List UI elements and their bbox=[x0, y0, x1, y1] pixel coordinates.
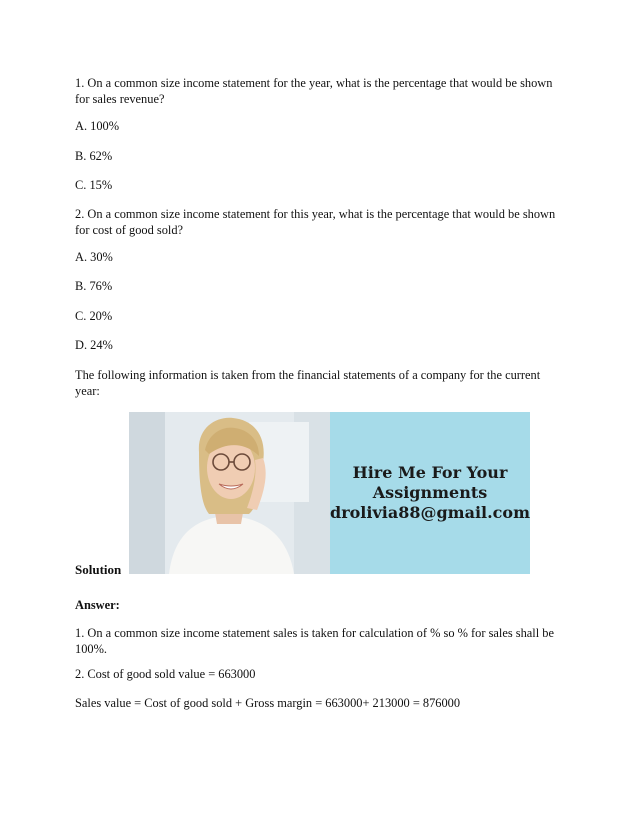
answer-3: Sales value = Cost of good sold + Gross margin = 663000+ 213000 = 876000 bbox=[75, 696, 461, 710]
question-1-option-a: A. 100% bbox=[75, 119, 120, 133]
solution-label: Solution bbox=[75, 562, 122, 577]
woman-photo bbox=[129, 412, 330, 574]
ad-line-1: Hire Me For Your bbox=[352, 463, 508, 482]
question-1-option-c: C. 15% bbox=[75, 178, 113, 192]
answer-1: 1. On a common size income statement sales is taken for calculation of % so % for sales shall be 100%. bbox=[75, 626, 554, 656]
woman-photo-illustration bbox=[129, 412, 330, 574]
answer-label: Answer: bbox=[75, 598, 120, 612]
question-2-option-c: C. 20% bbox=[75, 309, 113, 323]
ad-line-2: Assignments bbox=[372, 483, 488, 502]
question-1-text: 1. On a common size income statement for the year, what is the percentage that would be shown for sales revenue? bbox=[75, 76, 553, 106]
answer-2: 2. Cost of good sold value = 663000 bbox=[75, 667, 256, 681]
ad-email[interactable]: drolivia88@gmail.com bbox=[330, 503, 530, 522]
info-text: The following information is taken from the financial statements of a company for the current year: bbox=[75, 368, 541, 398]
question-2-text: 2. On a common size income statement for this year, what is the percentage that would be shown for cost of good sold? bbox=[75, 207, 556, 237]
question-2-option-a: A. 30% bbox=[75, 250, 113, 264]
question-2-option-d: D. 24% bbox=[75, 338, 113, 352]
question-1-option-b: B. 62% bbox=[75, 149, 113, 163]
advertisement-banner[interactable] bbox=[129, 412, 530, 574]
question-2-option-b: B. 76% bbox=[75, 279, 113, 293]
ad-text-panel bbox=[330, 412, 530, 574]
